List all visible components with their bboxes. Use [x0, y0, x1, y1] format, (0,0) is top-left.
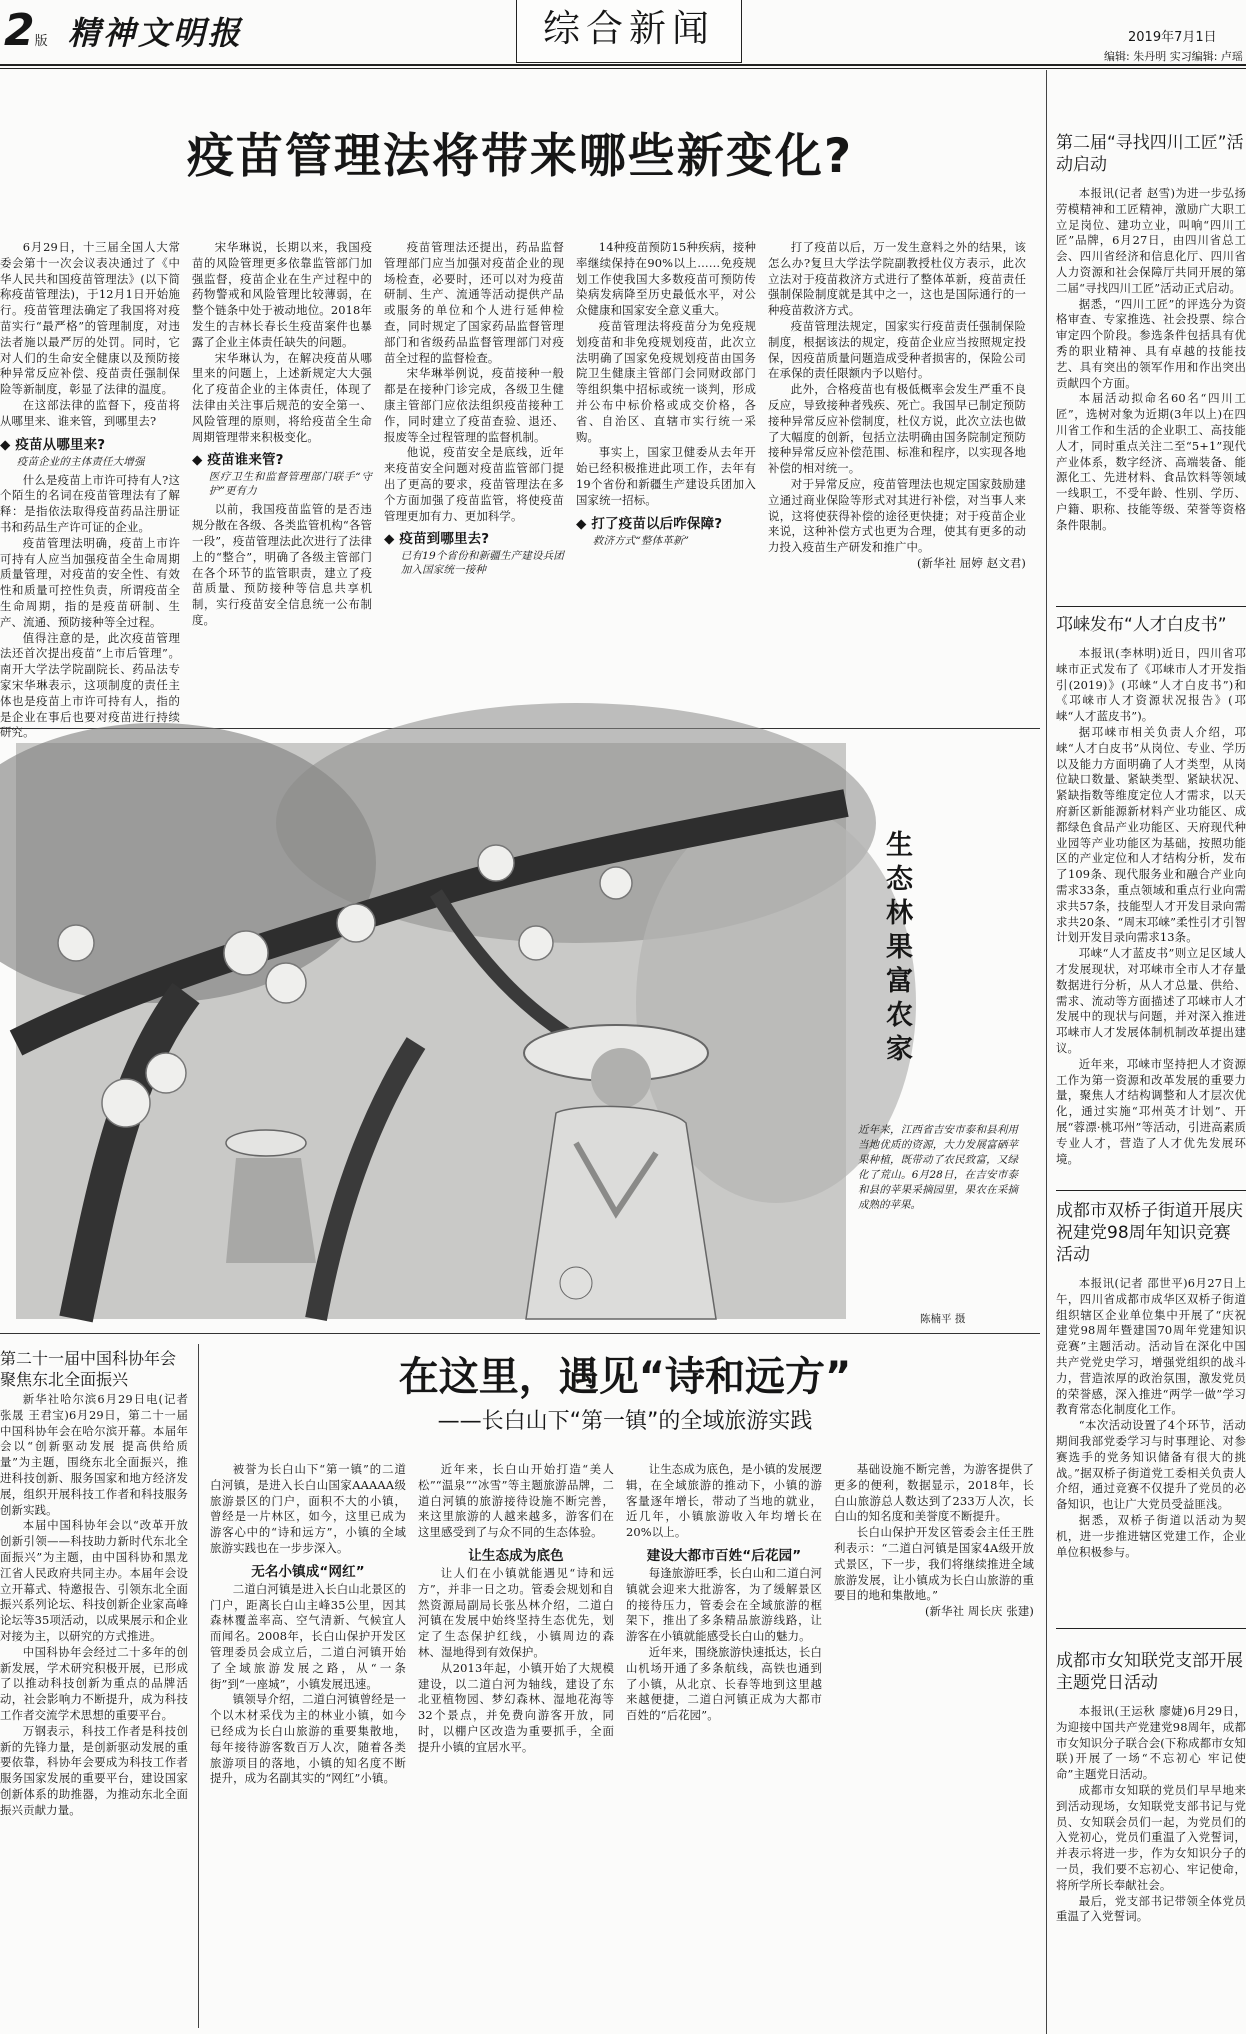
left-news-paragraph: 中国科协年会经过二十多年的创新发展，学术研究积极开展，已形成了以推动科技创新为重点的品牌活动，社会影响力不断提升，成为科技工作者交流学术思想的重要平台。: [0, 1644, 188, 1722]
orchard-scene-drawing: [16, 743, 846, 1319]
lead-paragraph: 他说，疫苗安全是底线，近年来疫苗安全问题对疫苗监管部门提出了更高的要求，疫苗管理法在多个方面加强了疫苗监管，将使疫苗管理更加有力、更加科学。: [384, 445, 564, 523]
lead-column-5: [768, 240, 1026, 690]
sidebar-paragraph: 据悉，“四川工匠”的评选分为资格审查、专家推选、社会投票、综合审定四个阶段。参选条件包括具有优秀的职业精神、具有卓越的技能技艺、具有突出的领军作用和作出突出贡献四个方面。: [1056, 296, 1246, 390]
sidebar-story-title: 第二届“寻找四川工匠”活动启动: [1056, 133, 1244, 175]
left-news-paragraph: 本届中国科协年会以“改革开放 创新引领——科技助力新时代东北全面振兴”为主题，由中国科协和黑龙江省人民政府共同主办。本届年会设立开幕式、特邀报告、引领东北全面振兴系列论坛、科技创新企业家高峰论坛等35项活动，以成果展示和企业对接为主，以研究的方式推进。: [0, 1518, 188, 1643]
sidebar-rule: [1056, 606, 1246, 607]
sidebar-paragraph: “本次活动设置了4个环节，活动期间我部党委学习与时事理论、对参赛选手的党务知识储备有很大的挑战。”据双桥子街道党工委相关负责人介绍，通过竞赛不仅提升了党员的必备知识，也让广大党员受益匪浅。: [1056, 1418, 1246, 1512]
feature-section-heading: 让生态成为底色: [468, 1547, 564, 1564]
sidebar-paragraph: 成都市女知联的党员们早早地来到活动现场，女知联党支部书记与党员、女知联会员们一起，为党员们的入党初心，党员们重温了入党誓词，并表示将进一步，作为女知识分子的一员，我们要不忘初心、牢记使命，将所学所长奉献社会。: [1056, 1782, 1246, 1892]
feature-section-heading: 无名小镇成“网红”: [251, 1563, 365, 1580]
sidebar-paragraph: 本报讯(记者 赵雪)为进一步弘扬劳模精神和工匠精神，激励广大职工立足岗位、建功立业，叫响“四川工匠”品牌，6月27日，由四川省总工会、四川省经济和信息化厅、四川省人力资源和社会保障厅共同开展的第二届“寻找四川工匠”活动正式启动。: [1056, 186, 1246, 295]
left-news-body: [0, 1392, 188, 2028]
feature-paragraph: 镇领导介绍，二道白河镇曾经是一个以木材采伐为主的林业小镇，如今已经成为长白山旅游的重要集散地，每年接待游客数百万人次，随着各类旅游项目的落地，小镇的知名度不断提升，成为名副其实的“网红”小镇。: [210, 1692, 406, 1786]
sidebar-rule: [1056, 1190, 1246, 1191]
feature-subtitle: ——长白山下“第一镇”的全域旅游实践: [437, 1409, 813, 1434]
editor-line: 编辑: 朱丹明 实习编辑: 卢瑶: [1104, 50, 1243, 63]
masthead: 精神文明报: [68, 14, 244, 52]
sidebar-story-title: 成都市女知联党支部开展主题党日活动: [1056, 1651, 1243, 1693]
lead-paragraph: 疫苗管理法明确，疫苗上市许可持有人应当加强疫苗全生命周期质量管理，对疫苗的安全性、有效性和质量可控性负责，所谓疫苗全生命周期，指的是疫苗研制、生产、流通、预防接种等全过程。: [0, 535, 180, 629]
page-number: 2版: [4, 5, 48, 56]
sidebar-paragraph: 本报讯(记者 邵世平)6月27日上午，四川省成都市成华区双桥子街道组织辖区企业单位集中开展了“庆祝建党98周年暨建国70周年党建知识竞赛”主题活动。活动旨在深化中国共产党党史学习，增强党组织的战斗力，营造浓厚的政治氛围，激发党员的荣誉感，深入推进“两学一做”学习教育常态化制度化工作。: [1056, 1276, 1246, 1417]
sidebar-story-3: [1056, 1200, 1246, 1618]
section-title: 综合新闻: [543, 7, 715, 50]
lead-paragraph: 疫苗管理法规定，国家实行疫苗责任强制保险制度，根据该法的规定，疫苗企业应当按照规定投保，因疫苗质量问题造成受种者损害的，保险公司在承保的责任限额内予以赔付。: [768, 318, 1026, 381]
feature-byline: (新华社 周长庆 张建): [924, 1604, 1034, 1619]
sidebar-paragraph: 本报讯(王运秋 廖婕)6月29日，为迎接中国共产党建党98周年，成都市女知识分子联合会(下称成都市女知联)开展了一场“不忘初心 牢记使命”主题党日活动。: [1056, 1704, 1246, 1782]
feature-paragraph: 让人们在小镇就能遇见“诗和远方”，并非一日之功。管委会规划和自然资源局副局长张丛林介绍，二道白河镇在发展中始终坚持生态优先，划定了生态保护红线，小镇周边的森林、湿地得到有效保护。: [418, 1565, 614, 1659]
lead-paragraph: 什么是疫苗上市许可持有人?这个陌生的名词在疫苗管理法有了解释：是指依法取得疫苗药品注册证书和药品生产许可证的企业。: [0, 472, 180, 534]
feature-paragraph: 从2013年起，小镇开始了大规模建设，以二道白河为轴线，建设了东北亚植物园、梦幻森林、湿地花海等32个景点，并免费向游客开放，同时，以棚户区改造为重要抓手，全面提升小镇的宜居水平。: [418, 1660, 614, 1754]
lead-paragraph: 对于异常反应，疫苗管理法也规定国家鼓励建立通过商业保险等形式对其进行补偿，对当事人来说，这将使获得补偿的途径更快捷；对于疫苗企业来说，这种补偿方式也更为合理，使其有更多的动力投入疫苗生产研发和推广中。: [768, 476, 1026, 555]
lead-byline: (新华社 屈婷 赵文君): [916, 555, 1026, 570]
lead-section-heading: ◆ 疫苗从哪里来?: [0, 436, 106, 453]
photo-credit: 陈楠平 摄: [920, 1313, 966, 1325]
sidebar-story-1: [1056, 132, 1246, 604]
photo-caption: 近年来，江西省吉安市泰和县利用当地优质的资源，大力发展富硒苹果种植，既带动了农民致富，又绿化了荒山。6月28日，在吉安市泰和县的苹果采摘园里，果农在采摘成熟的苹果。: [858, 1124, 1018, 1211]
feature-column-3: [626, 1462, 822, 2028]
lead-intro-p2: 在这部法律的监督下，疫苗将从哪里来、谁来管，到哪里去?: [0, 397, 180, 428]
feature-column-1: [210, 1462, 406, 2028]
sidebar-story-body: [1056, 1276, 1246, 1560]
sidebar-paragraph: 据邛崃市相关负责人介绍，邛崃“人才白皮书”从岗位、专业、学历以及能力方面明确了人才类型，从岗位缺口数量、紧缺类型、紧缺状况、紧缺指数等维度定位人才需求，以天府新区新能源新材料产业功能区、成都绿色食品产业功能区、天府现代种业园等产业功能区为基础，按照功能区的产业定位和人才结构分析，发布了109条、现代服务业和融合产业向需求33条，重点领域和重点行业向需求共57条，技能型人才开发目录向需求共20条、“周末邛崃”柔性引才引智计划开发目录向需求13条。: [1056, 724, 1246, 945]
section-box: [516, 0, 742, 63]
feature-column-2: [418, 1462, 614, 2028]
sidebar-story-title: 成都市双桥子街道开展庆祝建党98周年知识竞赛活动: [1056, 1201, 1243, 1265]
photo-title: 生态林果富农家: [886, 830, 913, 1065]
lead-column-4: [576, 240, 756, 690]
lead-paragraph: 宋华琳说，长期以来，我国疫苗的风险管理更多依靠监管部门加强监督，疫苗企业在生产过程中的药物警戒和风险管理比较薄弱，在整个链条中处于被动地位。2018年发生的吉林长春长生疫苗案件也暴露了企业主体责任缺失的问题。: [192, 240, 372, 349]
sidebar-story-2: [1056, 614, 1246, 1174]
left-news-paragraph: 新华社哈尔滨6月29日电(记者 张晟 王君宝)6月29日，第二十一届中国科协年会在哈尔滨开幕。本届年会以“创新驱动发展 提高供给质量”为主题，围绕东北全面振兴，推进科技创新、服务国家和地方经济发展，组织开展科技工作者和科技服务创新实践。: [0, 1392, 188, 1517]
sidebar-story-body: [1056, 646, 1246, 1167]
sidebar-story-body: [1056, 1704, 1246, 1925]
lead-paragraph: 疫苗管理法将疫苗分为免疫规划疫苗和非免疫规划疫苗，此次立法明确了国家免疫规划疫苗由国务院卫生健康主管部门会同财政部门等组织集中招标或统一谈判，形成并公布中标价格或成交价格，各省、自治区、直辖市实行统一采购。: [576, 318, 756, 444]
header-rule: [0, 64, 1246, 66]
lead-section-heading: ◆ 疫苗谁来管?: [192, 452, 284, 469]
lead-section-caption: 医疗卫生和监督管理部门联手“守护”更有力: [208, 471, 372, 498]
sidebar-story-body: [1056, 186, 1246, 534]
feature-paragraph: 近年来，长白山开始打造“美人松”“温泉”“冰雪”等主题旅游品牌，二道白河镇的旅游接待设施不断完善，来这里旅游的人越来越多，游客们在这里感受到了与众不同的生态体验。: [418, 1462, 614, 1540]
lead-section-heading: ◆ 打了疫苗以后咋保障?: [576, 515, 723, 532]
lead-intro-p1: 6月29日，十三届全国人大常委会第十一次会议表决通过了《中华人民共和国疫苗管理法》(以下简称疫苗管理法)，于12月1日开始施行。疫苗管理法确定了我国将对疫苗实行“最严格”的管理制度，对违法者施以最严厉的处罚。同时，它对人们的生命安全健康以及预防接种异常反应补偿、疫苗责任强制保险等新制度，彰显了法律的温度。: [0, 240, 180, 397]
lead-paragraph: 值得注意的是，此次疫苗管理法还首次提出疫苗“上市后管理”。南开大学法学院副院长、药品法专家宋华琳表示，这项制度的责任主体也是疫苗上市许可持有人，指的是企业在事后也要对疫苗进行持续研究。: [0, 630, 180, 740]
sidebar-story-title: 邛崃发布“人才白皮书”: [1056, 615, 1227, 635]
lead-section-heading: ◆ 疫苗到哪里去?: [384, 531, 490, 548]
feature-paragraph: 基础设施不断完善，为游客提供了更多的便利，数据显示，2018年，长白山旅游总人数达到了233万人次，长白山的知名度和美誉度不断提升。: [834, 1462, 1034, 1524]
lead-paragraph: 宋华琳认为，在解决疫苗从哪里来的问题上，上述新规定大大强化了疫苗企业的主体责任，体现了法律由关注事后规范的安全第一、风险管理的原则，将给疫苗全生命周期管理带来积极变化。: [192, 350, 372, 444]
lead-section-caption: 救济方式“整体革新”: [592, 534, 690, 547]
photo-frame: [0, 728, 1040, 1334]
sidebar-story-4: [1056, 1650, 1246, 2030]
lead-paragraph: 打了疫苗以后，万一发生意料之外的结果，该怎么办?复旦大学法学院副教授杜仪方表示，此次立法对于疫苗救济方式进行了整体革新，疫苗责任强制保险制度就是其中之一，这也是国际通行的一种疫苗救济方式。: [768, 240, 1026, 318]
sidebar-paragraph: 本报讯(李林明)近日，四川省邛崃市正式发布了《邛崃市人才开发指引(2019)》(邛崃“人才白皮书”)和《邛崃市人才资源状况报告》(邛崃“人才蓝皮书”)。: [1056, 646, 1246, 724]
left-news-divider: [198, 1344, 199, 2028]
lead-paragraph: 宋华琳举例说，疫苗接种一般都是在接种门诊完成，各级卫生健康主管部门应依法组织疫苗接种工作，同时建立了疫苗查验、退还、报废等全过程管理的监督机制。: [384, 366, 564, 444]
page-number-suffix: 版: [34, 34, 48, 49]
orchard-photo: [16, 743, 846, 1319]
left-news-title: 第二十一届中国科协年会聚焦东北全面振兴: [0, 1349, 177, 1389]
lead-column-3: [384, 240, 564, 690]
page-header: [0, 0, 1246, 70]
feature-column-4: [834, 1462, 1034, 2028]
sidebar-paragraph: 本届活动拟命名60名“四川工匠”，选树对象为近期(3年以上)在四川省工作和生活的企业职工、高技能人才，同时重点关注二至“5+1”现代产业体系，数字经济、高端装备、能源化工、先进材料、食品饮料等领域一线职工，不受年龄、性别、学历、户籍、职称、技能等级、荣誉等资格条件限制。: [1056, 391, 1246, 532]
lead-paragraph: 疫苗管理法还提出，药品监督管理部门应当加强对疫苗企业的现场检查，必要时，还可以对为疫苗研制、生产、流通等活动提供产品或服务的单位和个人进行延伸检查，同时规定了国家药品监督管理部门和省级药品监督管理部门对疫苗全过程的监督检查。: [384, 240, 564, 365]
lead-paragraph: 14种疫苗预防15种疾病，接种率继续保持在90%以上……免疫规划工作使我国大多数疫苗可预防传染病发病降至历史最低水平，对公众健康和国家安全意义重大。: [576, 240, 756, 318]
feature-paragraph: 长白山保护开发区管委会主任王胜利表示：“二道白河镇是国家4A级开放式景区，下一步，我们将继续推进全域旅游发展，让小镇成为长白山旅游的重要目的地和集散地。”: [834, 1525, 1034, 1603]
sidebar-paragraph: 近年来，邛崃市坚持把人才资源工作为第一资源和改革发展的重要力量，聚焦人才结构调整和人才层次优化，通过实施“邛州英才计划”、开展“蓉漂·桃邛州”等活动，引进高素质专业人才，营造了人才优先发展环境。: [1056, 1056, 1246, 1166]
header-rule-thin: [0, 68, 1246, 69]
lead-title: 疫苗管理法将带来哪些新变化?: [186, 129, 854, 184]
feature-paragraph: 近年来，围绕旅游快速抵达，长白山机场开通了多条航线，高铁也通到了小镇，从北京、长春等地到这里越来越便捷，二道白河镇正成为大都市百姓的“后花园”。: [626, 1644, 822, 1723]
sidebar-paragraph: 邛崃“人才蓝皮书”则立足区域人才发展现状，对邛崃市全市人才存量数据进行分析，从人才总量、供给、需求、流动等方面描述了邛崃市人才发展中的现状与问题，并对深入推进邛崃市人才发展体制机制改革提出建议。: [1056, 946, 1246, 1055]
sidebar-rule: [1056, 1628, 1246, 1629]
feature-section-heading: 建设大都市百姓“后花园”: [646, 1547, 802, 1564]
feature-paragraph: 二道白河镇是进入长白山北景区的门户，距离长白山主峰35公里，因其森林覆盖率高、空气清新、气候宜人而闻名。2008年，长白山保护开发区管理委员会成立后，二道白河镇开始了全域旅游发展之路，从“一条街”到“一座城”，小镇发展迅速。: [210, 1581, 406, 1691]
lead-section-caption: 疫苗企业的主体责任大增强: [16, 455, 145, 468]
lead-section-caption: 已有19个省份和新疆生产建设兵团加入国家统一接种: [400, 550, 564, 577]
sidebar-divider: [1046, 70, 1047, 2034]
lead-paragraph: 以前，我国疫苗监管的是否违规分散在各级、各类监管机构“各管一段”，疫苗管理法此次进行了法律上的“整合”，明确了各级主管部门在各个环节的监管职责，建立了疫苗质量、预防接种等信息共享机制，实行疫苗安全信息统一公布制度。: [192, 502, 372, 627]
feature-paragraph: 被誉为长白山下“第一镇”的二道白河镇，是进入长白山国家AAAAA级旅游景区的门户，面积不大的小镇，曾经是一片林区，如今，这里已成为游客心中的“诗和远方”，小镇的全域旅游实践也在一步步深入。: [210, 1462, 406, 1555]
lead-column-1: [0, 240, 180, 740]
sidebar-paragraph: 最后，党支部书记带领全体党员重温了入党誓词。: [1056, 1893, 1246, 1924]
feature-paragraph: 让生态成为底色，是小镇的发展逻辑，在全域旅游的推动下，小镇的游客量逐年增长，带动了当地的就业，近几年，小镇旅游收入年均增长在20%以上。: [626, 1462, 822, 1540]
feature-paragraph: 每逢旅游旺季，长白山和二道白河镇就会迎来大批游客，为了缓解景区的接待压力，管委会在全域旅游的框架下，推出了多条精品旅游线路，让游客在小镇就能感受长白山的魅力。: [626, 1565, 822, 1644]
lead-column-2: [192, 240, 372, 690]
issue-date: 2019年7月1日: [1128, 30, 1217, 45]
lead-paragraph: 事实上，国家卫健委从去年开始已经积极推进此项工作，去年有19个省份和新疆生产建设兵团加入国家统一招标。: [576, 445, 756, 507]
left-news-paragraph: 万钢表示，科技工作者是科技创新的先锋力量，是创新驱动发展的重要依靠，科协年会要成为科技工作者服务国家发展的重要平台，建设国家创新体系的助推器，为推动东北全面振兴贡献力量。: [0, 1723, 188, 1817]
lead-paragraph: 此外，合格疫苗也有极低概率会发生严重不良反应，导致接种者残疾、死亡。我国早已制定预防接种异常反应补偿制度，杜仪方说，此次立法也做了大幅度的创新，包括立法明确由国务院制定预防接种异常反应补偿范围、标准和程序，以实现各地补偿的相对统一。: [768, 382, 1026, 476]
sidebar-paragraph: 据悉，双桥子街道以活动为契机，进一步推进辖区党建工作，企业单位积极参与。: [1056, 1512, 1246, 1559]
feature-title: 在这里，遇见“诗和远方”: [398, 1354, 852, 1400]
